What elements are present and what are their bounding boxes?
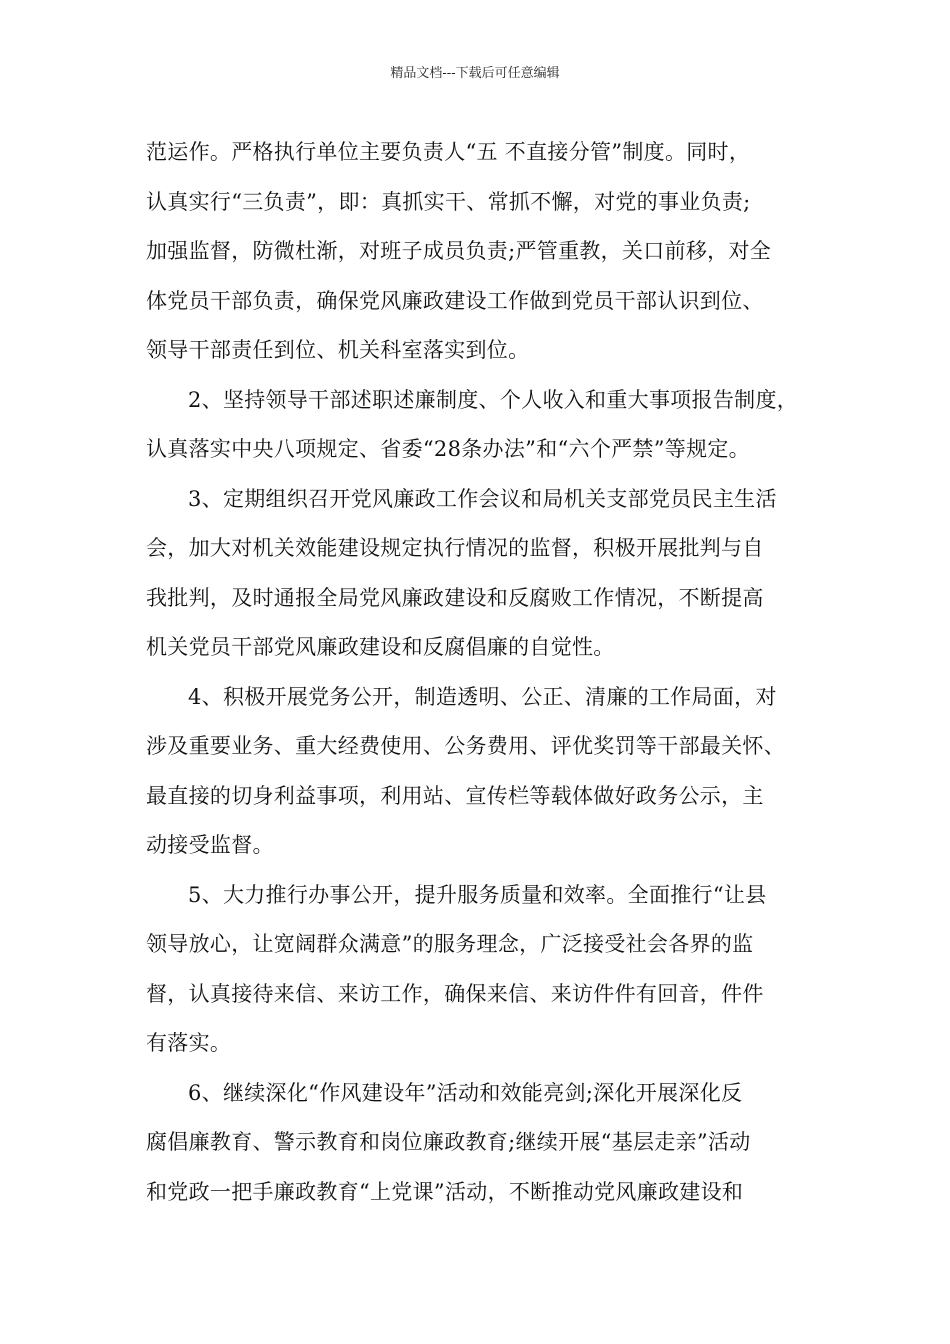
- paragraph-line: 最直接的切身利益事项，利用站、宣传栏等载体做好政务公示，主: [146, 783, 764, 808]
- paragraph-line: 涉及重要业务、重大经费使用、公务费用、评优奖罚等干部最关怀、: [146, 734, 785, 758]
- paragraph-line: 认真实行“三负责”，即：真抓实干、常抓不懈，对党的事业负责;: [146, 189, 751, 214]
- paragraph-line: 加强监督，防微杜渐，对班子成员负责;严管重教，关口前移，对全: [146, 239, 772, 263]
- paragraph-line: 体党员干部负责，确保党风廉政建设工作做到党员干部认识到位、: [146, 288, 764, 313]
- page-header: 精品文档---下载后可任意编辑: [390, 66, 560, 81]
- paragraph-first-line: 5、大力推行办事公开，提升服务质量和效率。全面推行“让县: [188, 882, 767, 907]
- paragraph-first-line: 4、积极开展党务公开，制造透明、公正、清廉的工作局面，对: [188, 684, 777, 709]
- paragraph-line: 腐倡廉教育、警示教育和岗位廉政教育;继续开展“基层走亲”活动: [146, 1130, 751, 1154]
- paragraph-first-line: 2、坚持领导干部述职述廉制度、个人收入和重大事项报告制度，: [188, 387, 799, 412]
- paragraph-first-line: 3、定期组织召开党风廉政工作会议和局机关支部党员民主生活: [188, 486, 777, 511]
- paragraph-line: 领导放心，让宽阔群众满意”的服务理念，广泛接受社会各界的监: [146, 932, 754, 956]
- paragraph-line: 认真落实中央八项规定、省委“28条办法”和“六个严禁”等规定。: [146, 437, 750, 461]
- paragraph-line: 有落实。: [146, 1031, 232, 1055]
- paragraph-line: 领导干部责任到位、机关科室落实到位。: [146, 338, 530, 362]
- paragraph-line: 动接受监督。: [146, 833, 274, 857]
- paragraph-line: 我批判，及时通报全局党风廉政建设和反腐败工作情况，不断提高: [146, 585, 764, 610]
- paragraph-line: 范运作。严格执行单位主要负责人“五 不直接分管”制度。同时，: [146, 140, 751, 164]
- paragraph-first-line: 6、继续深化“作风建设年”活动和效能亮剑;深化开展深化反: [188, 1080, 743, 1105]
- document-body: [146, 128, 836, 1217]
- paragraph-line: 机关党员干部党风廉政建设和反腐倡廉的自觉性。: [146, 635, 615, 659]
- paragraph-line: 督，认真接待来信、来访工作，确保来信、来访件件有回音，件件: [146, 981, 764, 1006]
- paragraph-line: 会，加大对机关效能建设规定执行情况的监督，积极开展批判与自: [146, 536, 764, 560]
- paragraph-line: 和党政一把手廉政教育“上党课”活动，不断推动党风廉政建设和: [146, 1179, 744, 1204]
